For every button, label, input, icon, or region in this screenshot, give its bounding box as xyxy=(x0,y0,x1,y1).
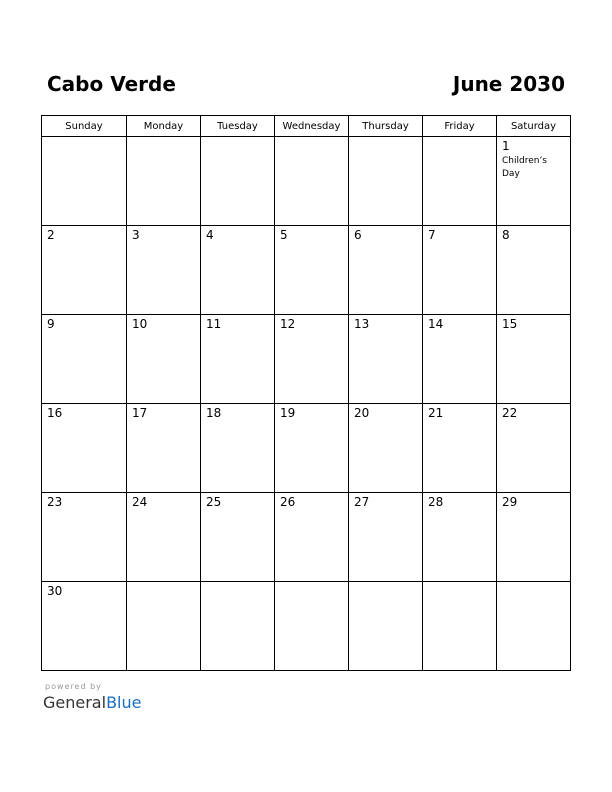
day-number: 9 xyxy=(47,317,55,331)
day-number: 2 xyxy=(47,228,55,242)
calendar-day-cell xyxy=(497,315,571,404)
calendar-day-cell xyxy=(127,137,201,226)
calendar-week-row xyxy=(42,226,571,315)
weekday-header: Tuesday xyxy=(201,116,275,137)
calendar-week-row xyxy=(42,404,571,493)
day-number: 28 xyxy=(428,495,444,509)
calendar-day-cell xyxy=(42,582,127,671)
calendar-day-cell xyxy=(127,404,201,493)
calendar-day-cell xyxy=(349,404,423,493)
calendar-grid xyxy=(41,115,571,671)
day-number: 16 xyxy=(47,406,63,420)
day-number: 20 xyxy=(354,406,370,420)
calendar-day-cell xyxy=(349,137,423,226)
brand-logo xyxy=(43,692,141,714)
calendar-week-row xyxy=(42,137,571,226)
calendar-day-cell xyxy=(423,315,497,404)
weekday-header: Friday xyxy=(423,116,497,137)
day-number: 5 xyxy=(280,228,288,242)
month-title: June 2030 xyxy=(452,72,565,96)
weekday-header: Wednesday xyxy=(275,116,349,137)
day-number: 8 xyxy=(502,228,510,242)
calendar-week-row xyxy=(42,582,571,671)
calendar-day-cell xyxy=(497,582,571,671)
day-number: 23 xyxy=(47,495,63,509)
calendar-week-row xyxy=(42,315,571,404)
calendar-day-cell xyxy=(127,226,201,315)
calendar-day-cell xyxy=(497,404,571,493)
calendar-day-cell xyxy=(127,582,201,671)
calendar-day-cell xyxy=(42,137,127,226)
weekday-header: Thursday xyxy=(349,116,423,137)
calendar-day-cell xyxy=(423,137,497,226)
calendar-day-cell xyxy=(349,315,423,404)
calendar-day-cell xyxy=(42,404,127,493)
day-number: 3 xyxy=(132,228,140,242)
day-number: 25 xyxy=(206,495,222,509)
calendar-day-cell xyxy=(349,493,423,582)
day-number: 26 xyxy=(280,495,296,509)
day-number: 10 xyxy=(132,317,148,331)
calendar-day-cell xyxy=(349,226,423,315)
holiday-label: Children’s Day xyxy=(502,156,547,179)
day-number: 22 xyxy=(502,406,518,420)
calendar-day-cell xyxy=(201,404,275,493)
day-number: 12 xyxy=(280,317,296,331)
day-number: 1 xyxy=(502,139,510,153)
day-number: 13 xyxy=(354,317,370,331)
day-number: 30 xyxy=(47,584,63,598)
day-number: 18 xyxy=(206,406,222,420)
day-number: 19 xyxy=(280,406,296,420)
calendar-day-cell xyxy=(423,404,497,493)
calendar-day-cell xyxy=(201,493,275,582)
calendar-day-cell xyxy=(275,315,349,404)
brand-name-blue: Blue xyxy=(106,693,142,712)
footer xyxy=(43,682,141,714)
page-title: Cabo Verde xyxy=(47,72,176,96)
day-number: 27 xyxy=(354,495,370,509)
calendar-day-cell xyxy=(201,315,275,404)
calendar-day-cell xyxy=(497,493,571,582)
calendar-day-cell xyxy=(275,226,349,315)
calendar-day-cell xyxy=(275,137,349,226)
calendar-day-cell xyxy=(349,582,423,671)
day-number: 14 xyxy=(428,317,444,331)
calendar-day-cell xyxy=(42,226,127,315)
calendar-day-cell xyxy=(423,493,497,582)
calendar-day-cell xyxy=(201,226,275,315)
day-number: 7 xyxy=(428,228,436,242)
day-number: 4 xyxy=(206,228,214,242)
day-number: 6 xyxy=(354,228,362,242)
calendar-week-row xyxy=(42,493,571,582)
weekday-header: Sunday xyxy=(42,116,127,137)
calendar-day-cell xyxy=(275,404,349,493)
calendar-day-cell xyxy=(42,315,127,404)
calendar-day-cell xyxy=(127,493,201,582)
powered-by-label: powered by xyxy=(45,682,102,691)
calendar-day-cell xyxy=(423,226,497,315)
calendar-day-cell xyxy=(127,315,201,404)
day-number: 29 xyxy=(502,495,518,509)
calendar-day-cell xyxy=(423,582,497,671)
day-number: 11 xyxy=(206,317,222,331)
calendar-day-cell xyxy=(201,137,275,226)
day-number: 17 xyxy=(132,406,148,420)
weekday-header-row xyxy=(42,116,571,137)
brand-name-general: General xyxy=(43,693,107,712)
day-number: 21 xyxy=(428,406,444,420)
weekday-header: Monday xyxy=(127,116,201,137)
calendar-day-cell xyxy=(42,493,127,582)
calendar-day-cell xyxy=(275,493,349,582)
calendar-day-cell xyxy=(497,226,571,315)
day-number: 15 xyxy=(502,317,518,331)
calendar-day-cell xyxy=(497,137,571,226)
weekday-header: Saturday xyxy=(497,116,571,137)
calendar-day-cell xyxy=(201,582,275,671)
day-number: 24 xyxy=(132,495,148,509)
calendar-day-cell xyxy=(275,582,349,671)
